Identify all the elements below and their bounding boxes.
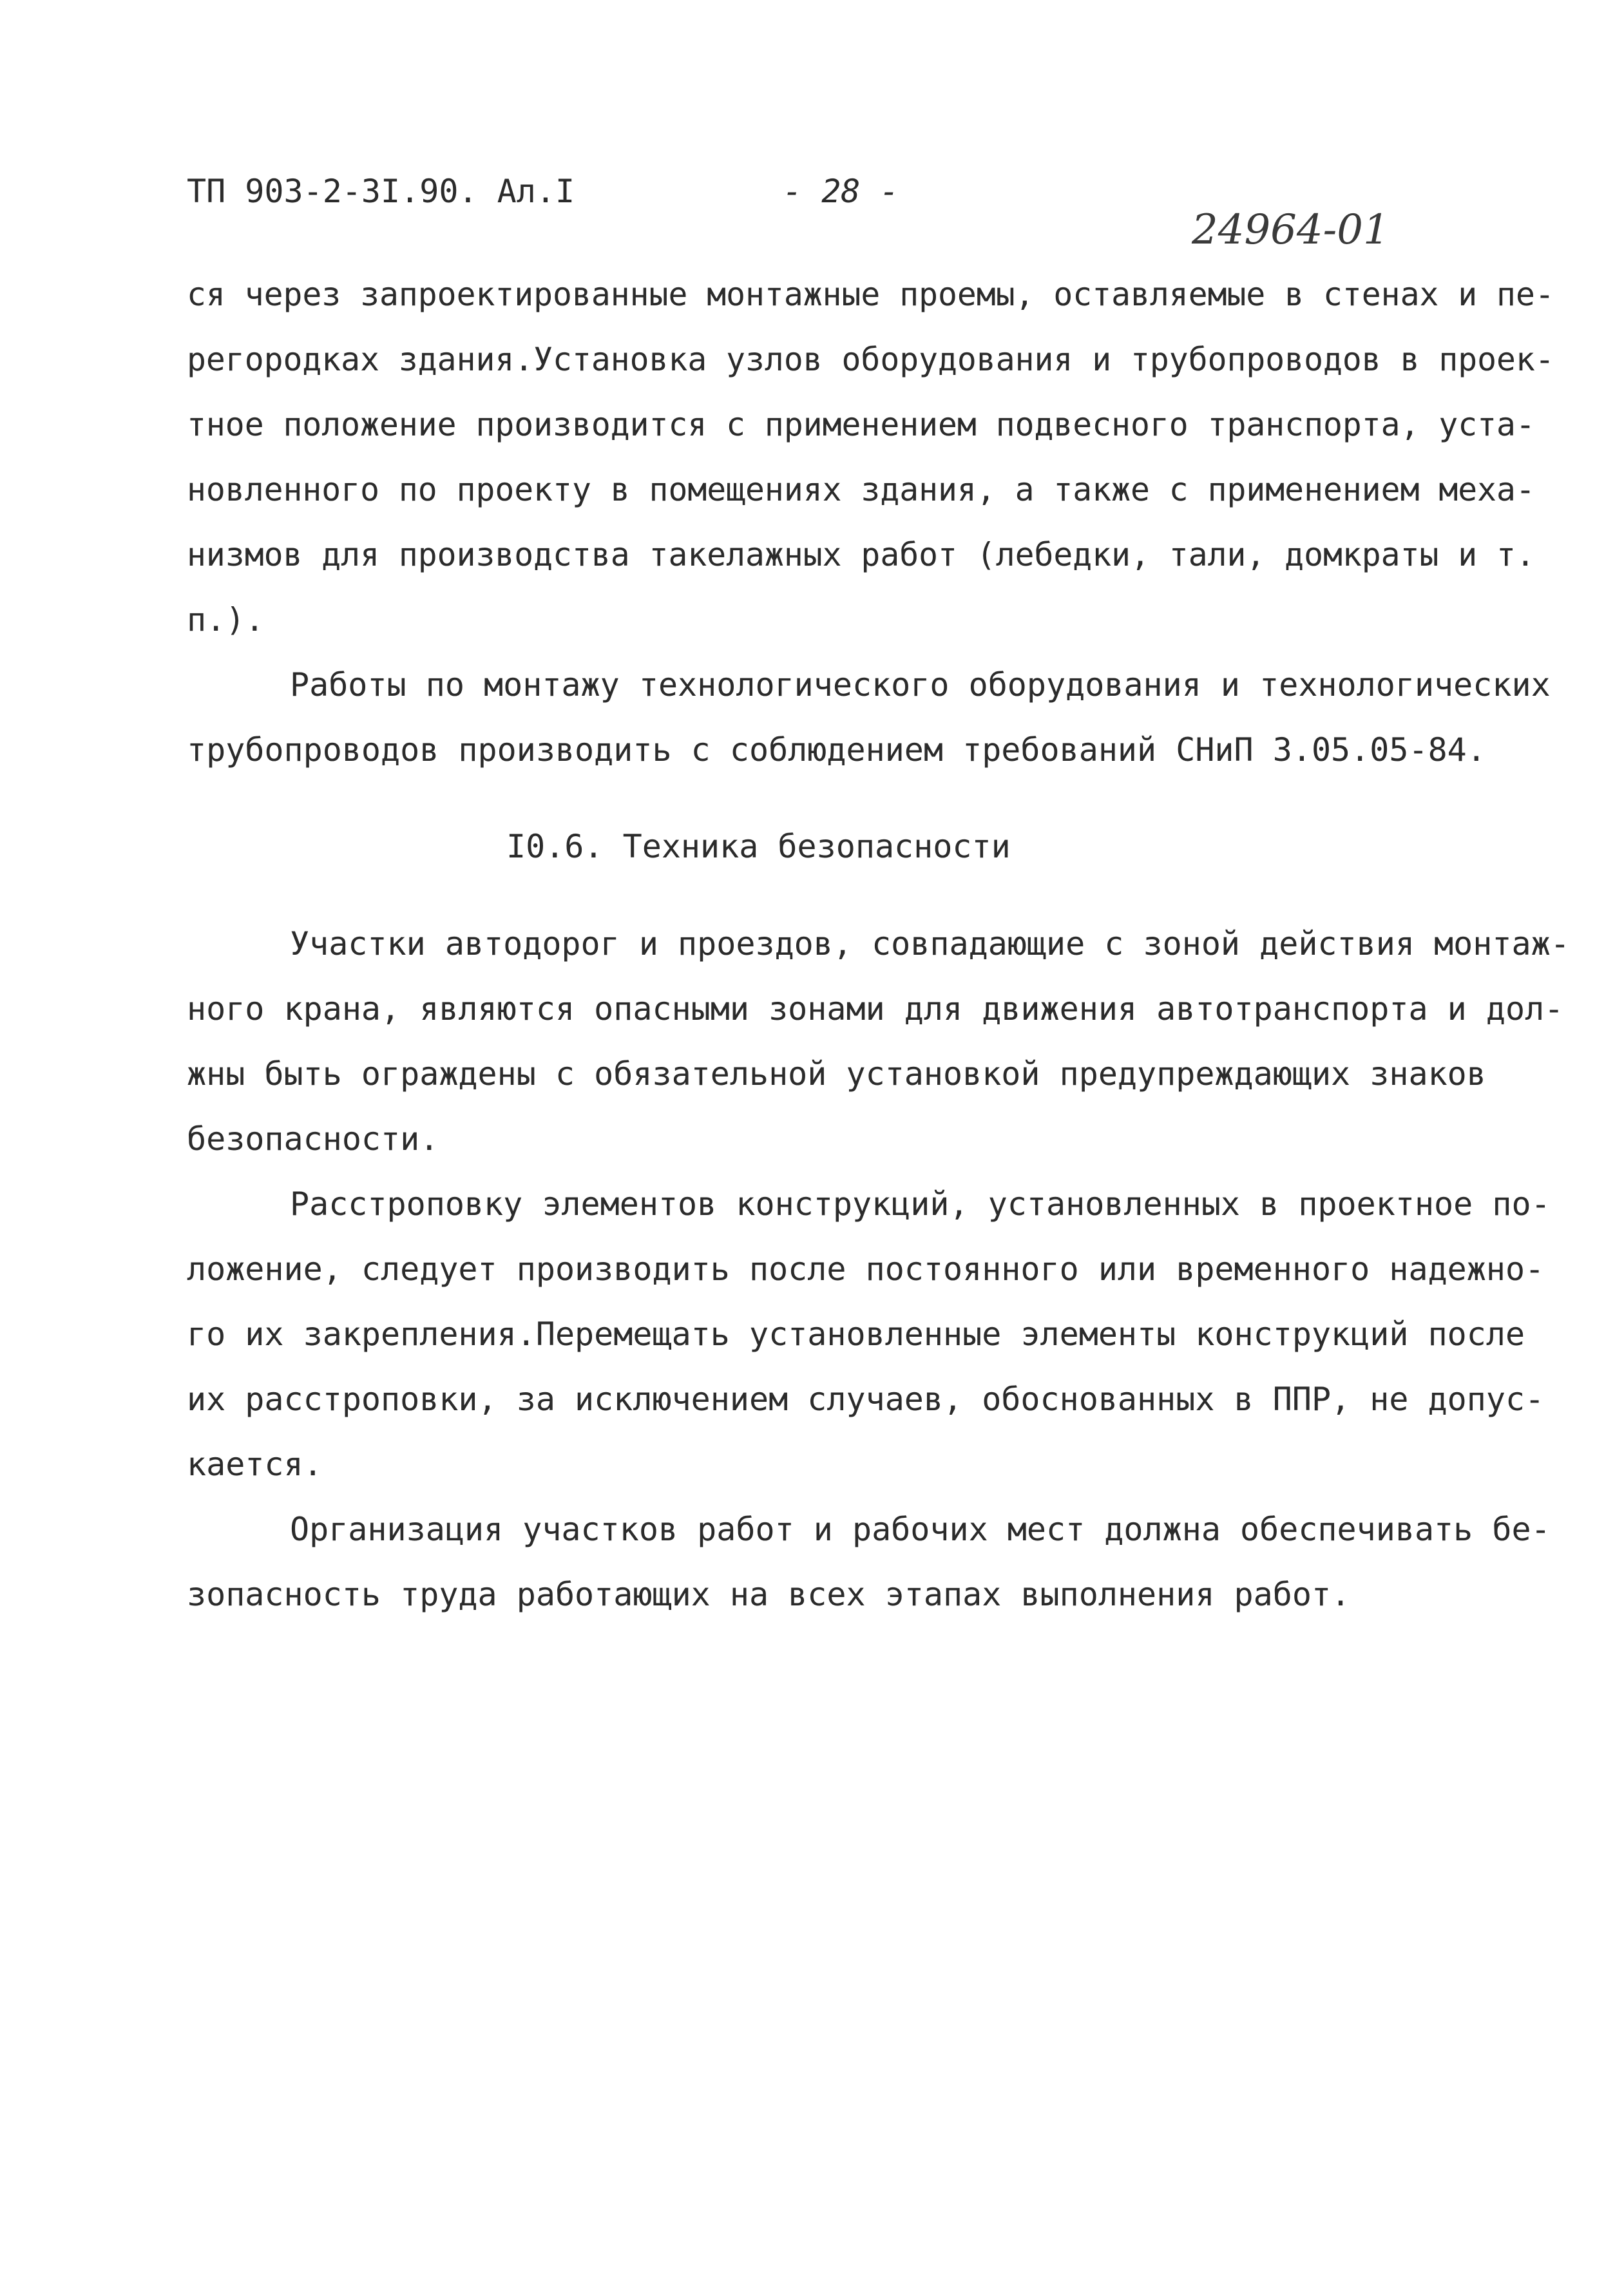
paragraph1-line-1: ся через запроектированные монтажные проемы, оставляемые в стенах и пе- [187,276,1554,313]
paragraph4-line-3: го их закрепления.Перемещать установленные элементы конструкций после [187,1316,1525,1353]
paragraph4-line-5: кается. [187,1446,323,1483]
paragraph3-line-3: жны быть ограждены с обязательной установкой предупреждающих знаков [187,1055,1486,1093]
paragraph4-line-2: ложение, следует производить после постоянного или временного надежно- [187,1250,1545,1288]
paragraph2-line-2: трубопроводов производить с соблюдением требований СНиП 3.05.05-84. [187,731,1486,769]
paragraph1-line-2: регородках здания.Установка узлов оборудования и трубопроводов в проек- [187,341,1554,378]
paragraph4-line-1: Расстроповку элементов конструкций, установленных в проектное по- [290,1185,1551,1223]
paragraph4-line-4: их расстроповки, за исключением случаев, обоснованных в ППР, не допус- [187,1381,1545,1418]
paragraph3-line-1: Участки автодорог и проездов, совпадающие с зоной действия монтаж- [290,925,1570,962]
paragraph1-line-6: п.). [187,601,265,638]
document-code: ТП 903-2-3I.90. Ал.I [187,173,575,210]
handwritten-archive-number: 24964-01 [1192,206,1390,254]
paragraph1-line-4: новленного по проекту в помещениях здания, а также с применением меха- [187,471,1535,508]
paragraph3-line-4: безопасности. [187,1120,439,1158]
page-number: - 28 - [783,173,899,210]
paragraph1-line-3: тное положение производится с применением подвесного транспорта, уста- [187,406,1535,443]
paragraph2-line-1: Работы по монтажу технологического оборудования и технологических [290,666,1551,704]
paragraph5-line-1: Организация участков работ и рабочих мест должна обеспечивать бе- [290,1511,1551,1548]
paragraph3-line-2: ного крана, являются опасными зонами для движения автотранспорта и дол- [187,990,1564,1028]
section-heading: I0.6. Техника безопасности [506,828,1011,865]
paragraph5-line-2: зопасность труда работающих на всех этапах выполнения работ. [187,1576,1351,1613]
paragraph1-line-5: низмов для производства такелажных работ (лебедки, тали, домкраты и т. [187,536,1535,573]
